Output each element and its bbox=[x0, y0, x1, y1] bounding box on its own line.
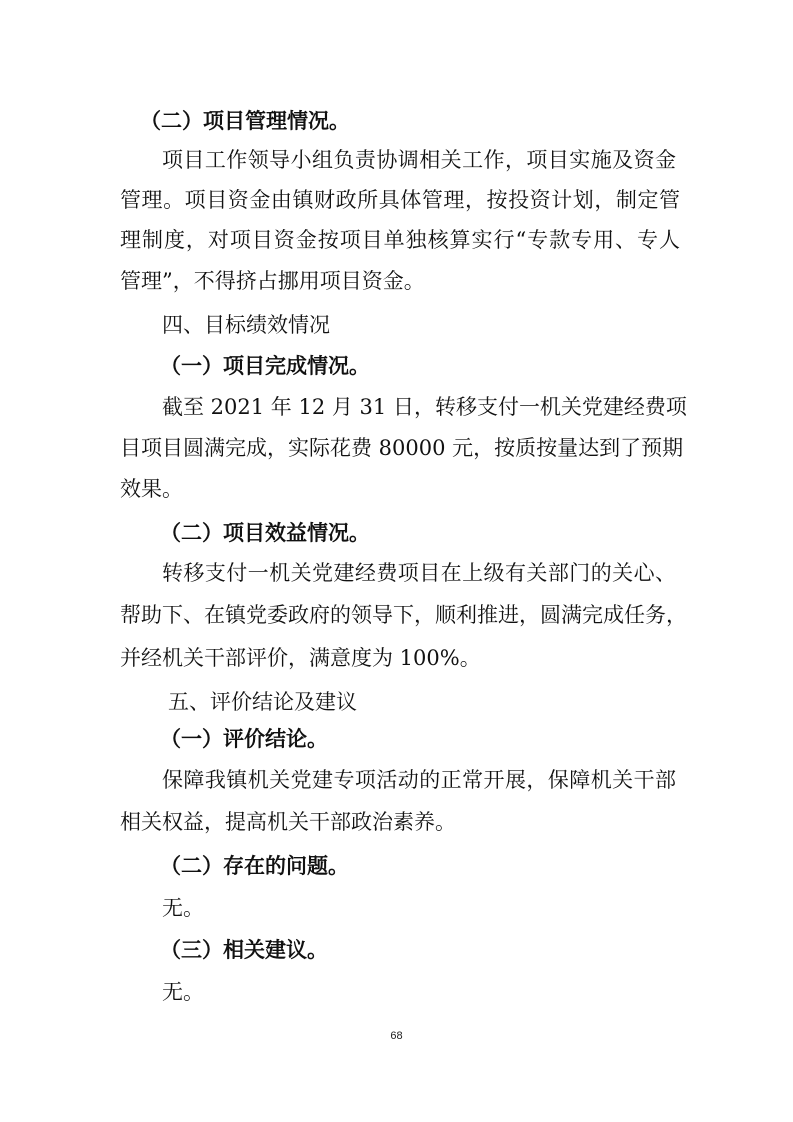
project-management-paragraph-line: 项目工作领导小组负责协调相关工作，项目实施及资金 bbox=[162, 148, 676, 172]
problems-text: 无。 bbox=[162, 896, 204, 920]
evaluation-heading: （一）评价结论。 bbox=[160, 727, 328, 751]
completion-paragraph-line: 截至 2021 年 12 月 31 日，转移支付一机关党建经费项 bbox=[162, 395, 687, 419]
performance-section-title: 四、目标绩效情况 bbox=[162, 313, 330, 337]
project-management-paragraph-line: 管理”，不得挤占挪用项目资金。 bbox=[120, 269, 425, 293]
suggestions-text: 无。 bbox=[162, 980, 204, 1004]
page-number: 68 bbox=[390, 1030, 403, 1042]
completion-paragraph-line: 效果。 bbox=[120, 477, 183, 501]
completion-heading: （一）项目完成情况。 bbox=[160, 354, 370, 378]
conclusion-section-title: 五、评价结论及建议 bbox=[168, 690, 357, 714]
problems-heading: （二）存在的问题。 bbox=[160, 854, 349, 878]
evaluation-paragraph-line: 相关权益，提高机关干部政治素养。 bbox=[120, 810, 456, 834]
completion-paragraph-line: 目项目圆满完成，实际花费 80000 元，按质按量达到了预期 bbox=[120, 436, 684, 460]
benefit-heading: （二）项目效益情况。 bbox=[160, 521, 370, 545]
benefit-paragraph-line: 转移支付一机关党建经费项目在上级有关部门的关心、 bbox=[162, 561, 676, 585]
benefit-paragraph-line: 帮助下、在镇党委政府的领导下，顺利推进，圆满完成任务， bbox=[120, 603, 687, 627]
benefit-paragraph-line: 并经机关干部评价，满意度为 100%。 bbox=[120, 646, 481, 670]
project-management-paragraph-line: 理制度，对项目资金按项目单独核算实行“专款专用、专人 bbox=[120, 228, 680, 252]
project-management-heading: （二）项目管理情况。 bbox=[140, 109, 350, 133]
suggestions-heading: （三）相关建议。 bbox=[160, 938, 328, 962]
evaluation-paragraph-line: 保障我镇机关党建专项活动的正常开展，保障机关干部 bbox=[162, 768, 676, 792]
project-management-paragraph-line: 管理。项目资金由镇财政所具体管理，按投资计划，制定管 bbox=[120, 188, 680, 212]
